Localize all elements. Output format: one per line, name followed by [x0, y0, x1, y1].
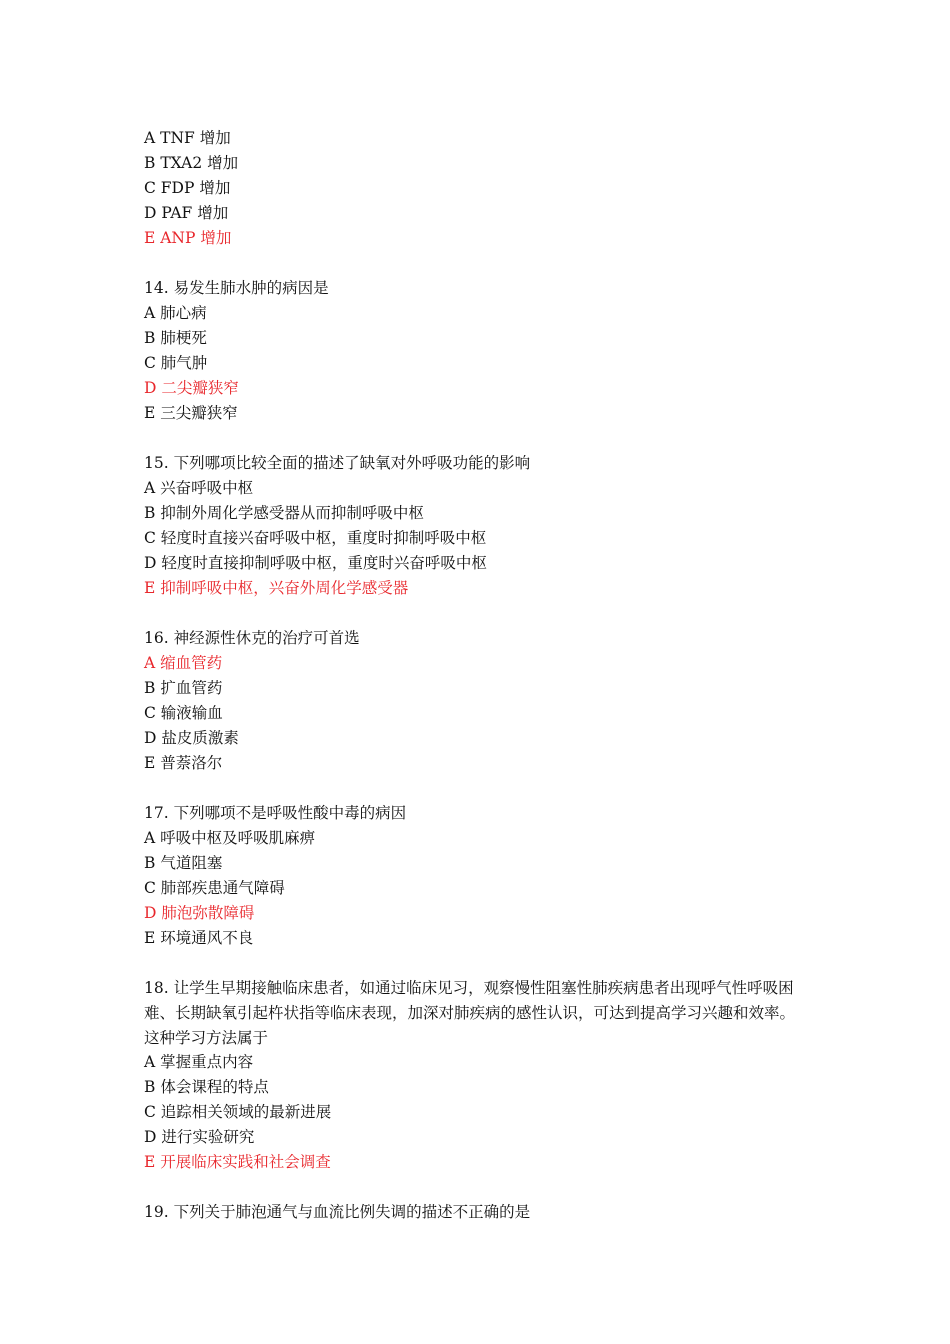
question-17: [144, 801, 814, 951]
option-e-correct: E ANP 增加: [144, 229, 232, 247]
question-stem: 17. 下列哪项不是呼吸性酸中毒的病因: [144, 804, 407, 822]
option-a: A 兴奋呼吸中枢: [144, 479, 254, 497]
option-d-correct: D 二尖瓣狭窄: [144, 379, 239, 397]
option-e: E 普萘洛尔: [144, 754, 223, 772]
option-c: C 肺气肿: [144, 354, 208, 372]
spacer: [144, 951, 814, 976]
spacer: [144, 776, 814, 801]
option-d: D PAF 增加: [144, 204, 229, 222]
question-stem: 14. 易发生肺水肿的病因是: [144, 279, 329, 297]
option-d: D 轻度时直接抑制呼吸中枢，重度时兴奋呼吸中枢: [144, 554, 487, 572]
option-b: B TXA2 增加: [144, 154, 239, 172]
question-stem: 18. 让学生早期接触临床患者，如通过临床见习，观察慢性阻塞性肺疾病患者出现呼气性呼吸困难、长期缺氧引起杵状指等临床表现，加深对肺疾病的感性认识，可达到提高学习兴趣和效率。这种学习方法属于: [144, 979, 796, 1047]
spacer: [144, 1175, 814, 1200]
option-d-correct: D 肺泡弥散障碍: [144, 904, 255, 922]
spacer: [144, 426, 814, 451]
question-15: [144, 451, 814, 601]
option-b: B 体会课程的特点: [144, 1078, 269, 1097]
option-a: A TNF 增加: [144, 129, 231, 147]
option-e: E 环境通风不良: [144, 929, 254, 947]
question-stem: 19. 下列关于肺泡通气与血流比例失调的描述不正确的是: [144, 1203, 531, 1222]
question-14: [144, 276, 814, 426]
question-16: [144, 626, 814, 776]
option-d: D 盐皮质激素: [144, 729, 239, 747]
option-a: A 呼吸中枢及呼吸肌麻痹: [144, 829, 316, 847]
question-19: [144, 1200, 814, 1225]
option-a: A 掌握重点内容: [144, 1053, 254, 1072]
spacer: [144, 601, 814, 626]
option-b: B 肺梗死: [144, 329, 207, 347]
option-b: B 气道阻塞: [144, 854, 223, 872]
question-stem: 15. 下列哪项比较全面的描述了缺氧对外呼吸功能的影响: [144, 454, 531, 472]
option-c: C 追踪相关领域的最新进展: [144, 1103, 332, 1122]
spacer: [144, 251, 814, 276]
option-e-correct: E 抑制呼吸中枢，兴奋外周化学感受器: [144, 579, 409, 597]
option-d: D 进行实验研究: [144, 1128, 255, 1147]
option-b: B 抑制外周化学感受器从而抑制呼吸中枢: [144, 504, 424, 522]
question-18: [144, 976, 814, 1175]
question-stem: 16. 神经源性休克的治疗可首选: [144, 629, 360, 647]
option-b: B 扩血管药: [144, 679, 223, 697]
option-c: C 轻度时直接兴奋呼吸中枢，重度时抑制呼吸中枢: [144, 529, 487, 547]
option-a: A 肺心病: [144, 304, 207, 322]
option-a-correct: A 缩血管药: [144, 654, 223, 672]
option-c: C 输液输血: [144, 704, 223, 722]
option-e-correct: E 开展临床实践和社会调查: [144, 1153, 331, 1172]
option-c: C FDP 增加: [144, 179, 231, 197]
option-c: C 肺部疾患通气障碍: [144, 879, 285, 897]
question-13-options: [144, 126, 814, 251]
option-e: E 三尖瓣狭窄: [144, 404, 238, 422]
document-page: [144, 126, 814, 1225]
